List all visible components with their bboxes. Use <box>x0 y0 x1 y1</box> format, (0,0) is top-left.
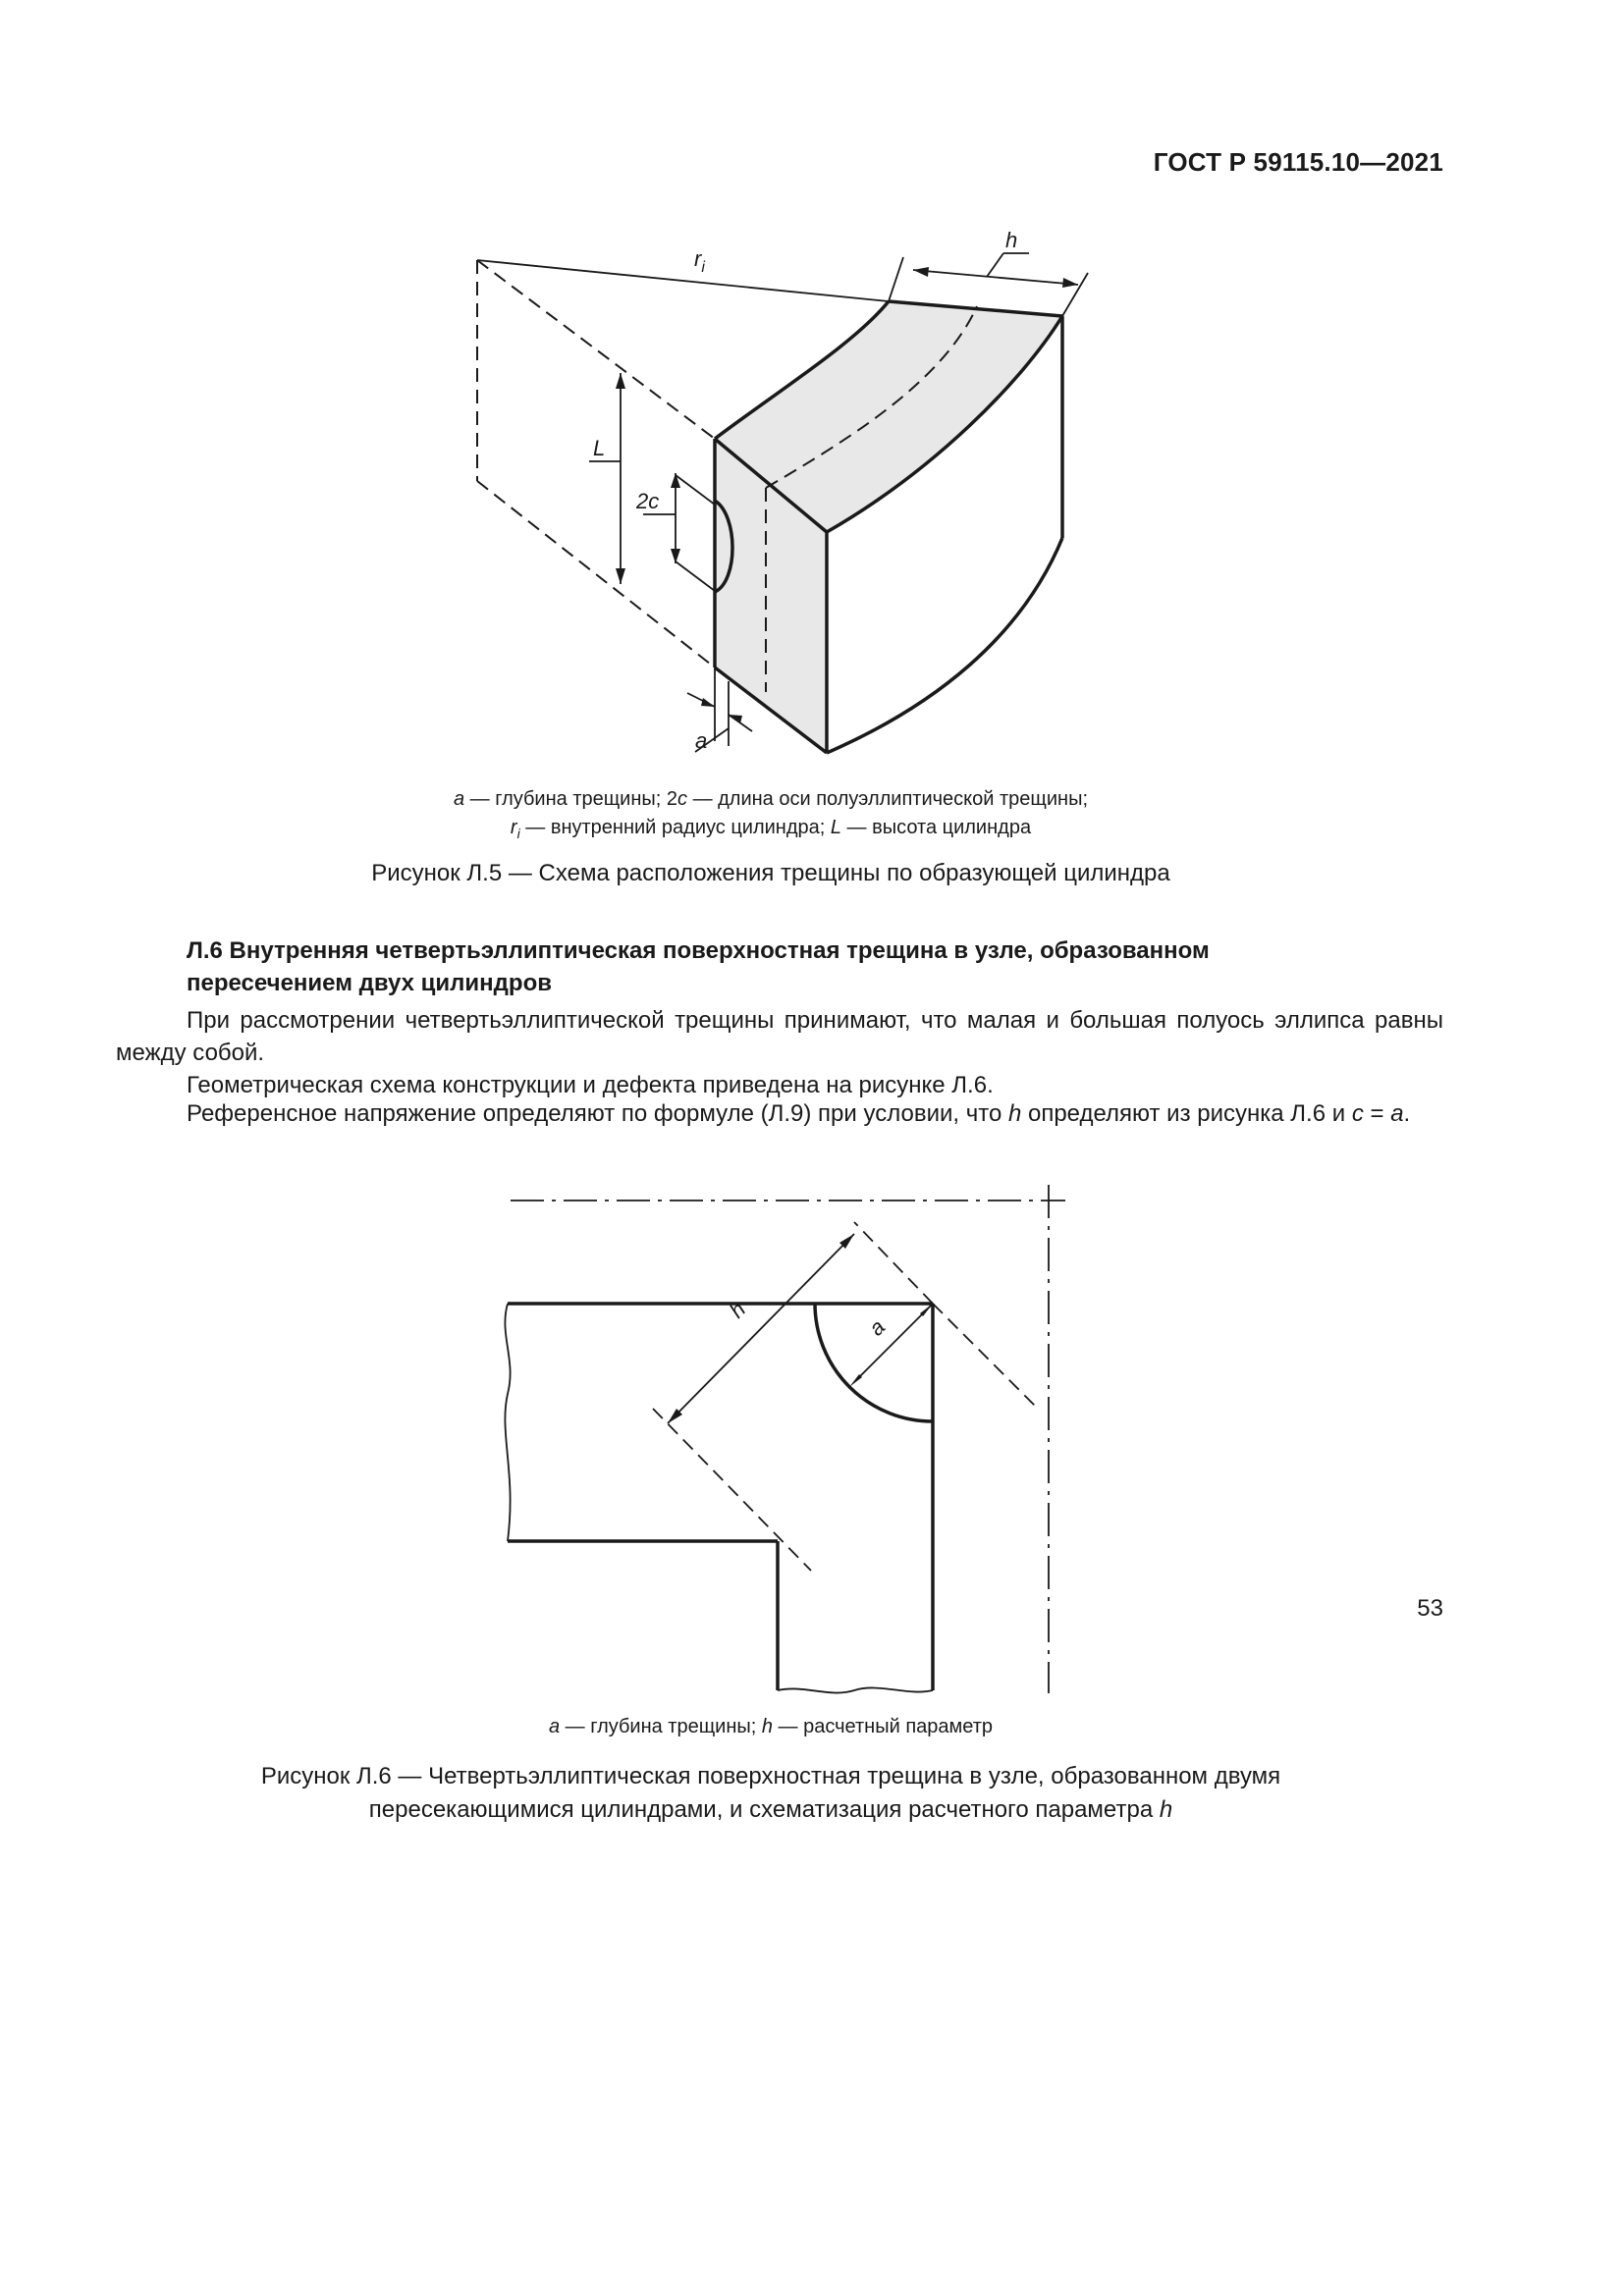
label-ri-main: r <box>694 246 702 271</box>
label-L: L <box>593 436 606 460</box>
page-number: 53 <box>1417 1595 1443 1622</box>
label-2c: 2c <box>636 489 660 513</box>
figure-l5-caption: Рисунок Л.5 — Схема расположения трещины по образующей цилиндра <box>371 860 1170 886</box>
figure-l5-drawing <box>0 0 1624 785</box>
label-a-l6: a <box>863 1314 891 1341</box>
section-l6-paragraph-3: Референсное напряжение определяют по формуле (Л.9) при условии, что h определяют из рисунка Л.6 и c = a. <box>187 1100 1411 1127</box>
outer-arc-bottom <box>827 538 1062 753</box>
label-h-l6: h <box>724 1297 751 1323</box>
label-ri-sub: i <box>701 259 705 276</box>
bottom-break-line <box>778 1687 933 1692</box>
figure-l5-legend-line2: $r_i$ — внутренний радиус цилиндра; L — высота цилиндра <box>510 817 1032 841</box>
figure-l6-caption: Рисунок Л.6 — Четвертьэллиптическая поверхностная трещина в узле, образованном двумя пересекающимися цилиндрами, и схематизация расчетного параметра h <box>260 1763 1281 1823</box>
left-break-line <box>505 1304 510 1541</box>
figure-l5-legend-line1: a — глубина трещины; 2c — длина оси полуэллиптической трещины; <box>453 788 1088 810</box>
section-l6-paragraph-2: Геометрическая схема конструкции и дефекта приведена на рисунке Л.6. <box>187 1072 994 1098</box>
figure-l6-legend: a — глубина трещины; h — расчетный параметр <box>548 1716 994 1737</box>
document-code: ГОСТ Р 59115.10—2021 <box>1153 147 1443 177</box>
section-l6-heading: Л.6 Внутренняя четвертьэллиптическая поверхностная трещина в узле, образованном пересечением двух цилиндров <box>187 937 1210 996</box>
label-a: a <box>695 728 708 753</box>
figure-l6-drawing <box>0 1158 1624 1708</box>
figure-l5-legend <box>0 785 1542 848</box>
section-l6-paragraph-1: При рассмотрении четвертьэллиптической трещины принимают, что малая и большая полуось эллипса равны между собой. <box>116 1007 1443 1066</box>
label-ri <box>694 246 705 276</box>
label-h: h <box>1005 228 1018 252</box>
